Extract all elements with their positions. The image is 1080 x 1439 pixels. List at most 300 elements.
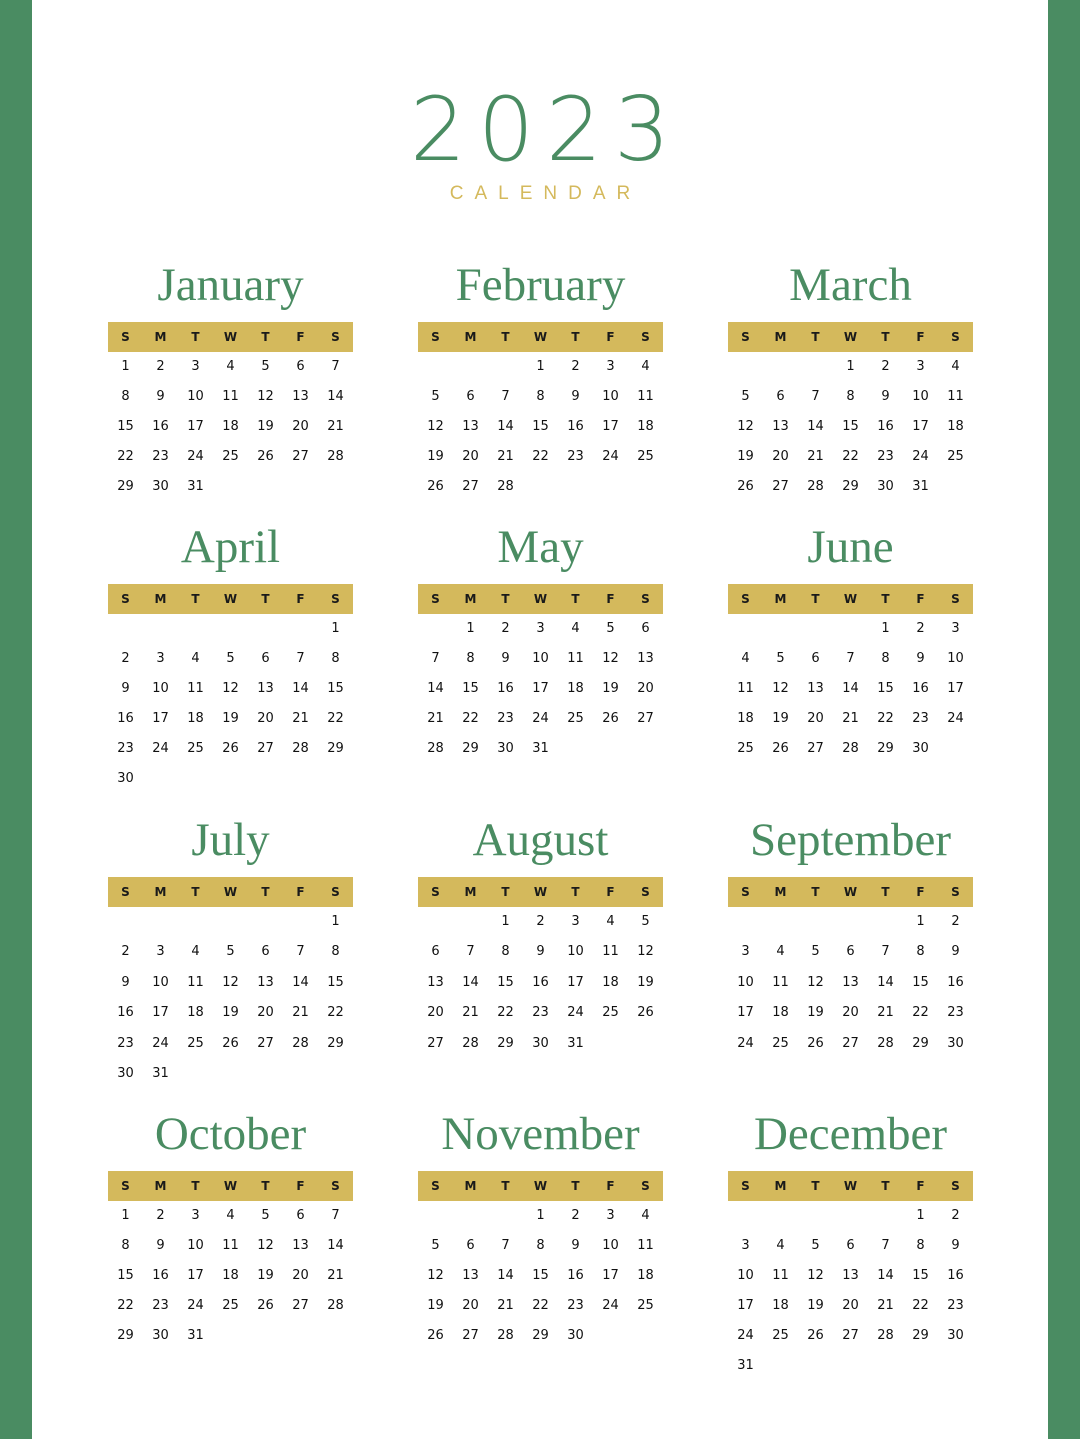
day-cell: 27	[462, 1328, 479, 1343]
weekday-label: F	[916, 885, 925, 899]
weekday-label: T	[811, 592, 820, 606]
day-cell: 15	[842, 419, 859, 434]
weekday-label: T	[811, 885, 820, 899]
weekday-header	[418, 877, 663, 907]
weekday-label: F	[916, 592, 925, 606]
day-cell: 3	[741, 1238, 750, 1253]
weekday-label: F	[606, 592, 615, 606]
day-cell: 16	[567, 1268, 584, 1283]
day-cell: 10	[602, 1238, 619, 1253]
day-cell: 27	[257, 1035, 274, 1051]
day-cell: 12	[427, 1268, 444, 1283]
day-cell: 8	[121, 389, 130, 404]
day-cell: 5	[776, 651, 785, 666]
month-name: July	[191, 814, 270, 866]
weekday-label: W	[843, 885, 858, 899]
day-cell: 4	[741, 651, 750, 666]
day-cell: 15	[497, 974, 514, 990]
day-cell: 14	[877, 974, 894, 990]
day-cell: 22	[327, 1005, 344, 1021]
day-cell: 4	[776, 1238, 785, 1253]
weekday-label: S	[741, 1179, 750, 1193]
day-cell: 11	[567, 651, 584, 666]
weekday-header	[108, 584, 353, 614]
day-cell: 21	[497, 1298, 514, 1313]
day-cell: 17	[602, 1268, 619, 1283]
weekday-label: T	[261, 592, 270, 606]
day-cell: 16	[947, 974, 964, 990]
weekday-label: T	[881, 592, 890, 606]
weekday-label: S	[331, 330, 340, 344]
weekday-label: S	[121, 885, 130, 899]
weekday-label: T	[501, 885, 510, 899]
day-cell: 26	[427, 479, 444, 494]
day-cell: 18	[772, 1005, 789, 1021]
weekday-label: F	[606, 1179, 615, 1193]
day-cell: 5	[431, 1238, 440, 1253]
weekday-label: T	[261, 885, 270, 899]
day-cell: 10	[912, 389, 929, 404]
day-cell: 18	[637, 419, 654, 434]
day-cell: 21	[327, 419, 344, 434]
weekday-label: S	[431, 1179, 440, 1193]
day-cell: 13	[462, 1268, 479, 1283]
weekday-label: T	[191, 330, 200, 344]
day-cell: 8	[466, 651, 475, 666]
day-cell: 1	[331, 914, 340, 929]
month-name: October	[154, 1108, 307, 1160]
day-cell: 4	[226, 359, 235, 374]
weekday-label: M	[774, 1179, 787, 1193]
day-cell: 18	[947, 419, 964, 434]
weekday-label: T	[191, 1179, 200, 1193]
weekday-label: T	[261, 1179, 270, 1193]
day-cell: 9	[951, 1238, 960, 1253]
day-cell: 16	[567, 419, 584, 434]
day-cell: 23	[152, 449, 169, 464]
day-cell: 11	[737, 681, 754, 696]
day-cell: 9	[881, 389, 890, 404]
day-cell: 25	[602, 1005, 619, 1021]
month-name: December	[753, 1108, 948, 1160]
day-cell: 29	[462, 741, 479, 756]
weekday-label: S	[641, 1179, 650, 1193]
day-cell: 29	[327, 1035, 344, 1051]
day-cell: 12	[222, 974, 239, 990]
day-cell: 25	[187, 1035, 204, 1051]
day-cell: 27	[292, 1298, 309, 1313]
day-cell: 1	[501, 914, 510, 929]
day-cell: 23	[532, 1005, 549, 1021]
weekday-label: M	[154, 592, 167, 606]
weekday-label: T	[881, 885, 890, 899]
day-cell: 8	[501, 944, 510, 960]
day-cell: 16	[532, 974, 549, 990]
day-cell: 9	[916, 651, 925, 666]
day-cell: 26	[807, 1035, 824, 1051]
day-cell: 12	[737, 419, 754, 434]
day-cell: 20	[257, 1005, 274, 1021]
day-cell: 21	[292, 1005, 309, 1021]
day-cell: 20	[807, 711, 824, 726]
day-cell: 18	[602, 974, 619, 990]
day-cell: 10	[602, 389, 619, 404]
day-cell: 29	[117, 479, 134, 494]
day-cell: 4	[191, 651, 200, 666]
day-cell: 26	[637, 1005, 654, 1021]
day-cell: 3	[191, 359, 200, 374]
weekday-label: T	[501, 1179, 510, 1193]
day-cell: 11	[222, 1238, 239, 1253]
day-cell: 30	[532, 1035, 549, 1051]
day-cell: 14	[292, 681, 309, 696]
day-cell: 2	[156, 359, 165, 374]
day-cell: 22	[117, 1298, 134, 1313]
day-cell: 31	[567, 1035, 584, 1051]
day-cell: 30	[912, 741, 929, 756]
weekday-label: W	[223, 1179, 238, 1193]
day-cell: 24	[187, 449, 204, 464]
day-cell: 5	[261, 359, 270, 374]
weekday-label: T	[191, 885, 200, 899]
weekday-header	[728, 877, 973, 907]
day-cell: 27	[842, 1328, 859, 1343]
day-cell: 25	[772, 1328, 789, 1343]
day-cell: 17	[532, 681, 549, 696]
day-cell: 28	[462, 1035, 479, 1051]
day-cell: 18	[567, 681, 584, 696]
day-cell: 6	[641, 621, 650, 636]
weekday-label: S	[431, 592, 440, 606]
day-cell: 28	[327, 1298, 344, 1313]
weekday-label: T	[571, 592, 580, 606]
day-cell: 9	[536, 944, 545, 960]
day-cell: 13	[807, 681, 824, 696]
day-cell: 30	[497, 741, 514, 756]
day-cell: 31	[737, 1358, 754, 1373]
day-cell: 23	[567, 449, 584, 464]
weekday-label: S	[331, 1179, 340, 1193]
day-cell: 16	[877, 419, 894, 434]
day-cell: 17	[737, 1298, 754, 1313]
day-cell: 29	[912, 1328, 929, 1343]
day-cell: 8	[331, 651, 340, 666]
day-cell: 12	[772, 681, 789, 696]
day-cell: 20	[462, 449, 479, 464]
day-cell: 29	[327, 741, 344, 756]
day-cell: 10	[947, 651, 964, 666]
day-cell: 10	[187, 389, 204, 404]
day-cell: 6	[261, 944, 270, 960]
day-cell: 22	[327, 711, 344, 726]
day-cell: 9	[951, 944, 960, 960]
day-cell: 13	[292, 389, 309, 404]
day-cell: 3	[741, 944, 750, 960]
weekday-label: S	[741, 330, 750, 344]
day-cell: 20	[257, 711, 274, 726]
day-cell: 27	[772, 479, 789, 494]
day-cell: 27	[292, 449, 309, 464]
year-title: 2023	[410, 78, 682, 181]
weekday-label: S	[951, 592, 960, 606]
weekday-label: F	[296, 1179, 305, 1193]
day-cell: 16	[117, 1005, 134, 1021]
day-cell: 20	[292, 1268, 309, 1283]
day-cell: 25	[947, 449, 964, 464]
weekday-label: S	[641, 592, 650, 606]
day-cell: 12	[257, 389, 274, 404]
day-cell: 16	[947, 1268, 964, 1283]
day-cell: 14	[497, 419, 514, 434]
day-cell: 11	[222, 389, 239, 404]
month-name: September	[750, 814, 951, 866]
weekday-label: T	[811, 1179, 820, 1193]
day-cell: 6	[776, 389, 785, 404]
day-cell: 12	[807, 974, 824, 990]
weekday-label: S	[951, 1179, 960, 1193]
day-cell: 25	[222, 1298, 239, 1313]
day-cell: 26	[257, 449, 274, 464]
weekday-label: S	[331, 592, 340, 606]
day-cell: 21	[427, 711, 444, 726]
day-cell: 13	[842, 974, 859, 990]
day-cell: 22	[912, 1005, 929, 1021]
day-cell: 3	[156, 944, 165, 960]
month-name: May	[497, 521, 584, 573]
day-cell: 17	[947, 681, 964, 696]
day-cell: 24	[152, 1035, 169, 1051]
day-cell: 22	[117, 449, 134, 464]
weekday-label: F	[916, 1179, 925, 1193]
weekday-label: T	[571, 1179, 580, 1193]
day-cell: 30	[877, 479, 894, 494]
day-cell: 6	[846, 944, 855, 960]
weekday-label: S	[121, 1179, 130, 1193]
day-cell: 22	[912, 1298, 929, 1313]
day-cell: 12	[427, 419, 444, 434]
day-cell: 18	[222, 419, 239, 434]
day-cell: 18	[637, 1268, 654, 1283]
day-cell: 7	[466, 944, 475, 960]
day-cell: 17	[912, 419, 929, 434]
day-cell: 3	[606, 1208, 615, 1223]
weekday-label: T	[191, 592, 200, 606]
day-cell: 17	[152, 1005, 169, 1021]
day-cell: 28	[427, 741, 444, 756]
day-cell: 30	[117, 1066, 134, 1081]
day-cell: 3	[951, 621, 960, 636]
day-cell: 19	[637, 974, 654, 990]
weekday-label: T	[571, 330, 580, 344]
weekday-label: M	[154, 330, 167, 344]
day-cell: 2	[881, 359, 890, 374]
day-cell: 9	[156, 1238, 165, 1253]
day-cell: 9	[571, 1238, 580, 1253]
weekday-label: S	[741, 885, 750, 899]
day-cell: 26	[222, 1035, 239, 1051]
day-cell: 1	[536, 1208, 545, 1223]
day-cell: 14	[327, 389, 344, 404]
day-cell: 17	[152, 711, 169, 726]
day-cell: 6	[296, 359, 305, 374]
day-cell: 12	[602, 651, 619, 666]
weekday-header	[728, 322, 973, 352]
month-name: January	[157, 259, 304, 311]
day-cell: 1	[121, 1208, 130, 1223]
weekday-label: F	[606, 330, 615, 344]
day-cell: 23	[567, 1298, 584, 1313]
day-cell: 30	[947, 1035, 964, 1051]
weekday-label: S	[741, 592, 750, 606]
day-cell: 3	[536, 621, 545, 636]
day-cell: 19	[737, 449, 754, 464]
day-cell: 5	[431, 389, 440, 404]
day-cell: 28	[292, 741, 309, 756]
day-cell: 15	[912, 1268, 929, 1283]
day-cell: 26	[807, 1328, 824, 1343]
weekday-label: W	[843, 1179, 858, 1193]
day-cell: 14	[842, 681, 859, 696]
day-cell: 19	[222, 711, 239, 726]
day-cell: 9	[501, 651, 510, 666]
day-cell: 28	[877, 1328, 894, 1343]
day-cell: 10	[737, 1268, 754, 1283]
day-cell: 6	[466, 389, 475, 404]
day-cell: 9	[571, 389, 580, 404]
day-cell: 4	[951, 359, 960, 374]
day-cell: 24	[947, 711, 964, 726]
day-cell: 3	[916, 359, 925, 374]
day-cell: 27	[842, 1035, 859, 1051]
day-cell: 30	[947, 1328, 964, 1343]
day-cell: 26	[222, 741, 239, 756]
day-cell: 1	[846, 359, 855, 374]
day-cell: 25	[637, 449, 654, 464]
weekday-label: W	[223, 330, 238, 344]
day-cell: 13	[462, 419, 479, 434]
day-cell: 27	[637, 711, 654, 726]
day-cell: 25	[222, 449, 239, 464]
day-cell: 31	[187, 1328, 204, 1343]
day-cell: 8	[916, 1238, 925, 1253]
day-cell: 19	[807, 1298, 824, 1313]
day-cell: 11	[772, 1268, 789, 1283]
day-cell: 4	[571, 621, 580, 636]
day-cell: 20	[637, 681, 654, 696]
day-cell: 5	[811, 1238, 820, 1253]
weekday-header	[108, 1171, 353, 1201]
day-cell: 16	[152, 1268, 169, 1283]
day-cell: 15	[327, 681, 344, 696]
day-cell: 12	[222, 681, 239, 696]
day-cell: 7	[296, 651, 305, 666]
day-cell: 15	[462, 681, 479, 696]
day-cell: 31	[912, 479, 929, 494]
weekday-label: M	[464, 330, 477, 344]
weekday-label: M	[774, 592, 787, 606]
day-cell: 20	[462, 1298, 479, 1313]
day-cell: 17	[602, 419, 619, 434]
day-cell: 26	[257, 1298, 274, 1313]
day-cell: 10	[152, 974, 169, 990]
weekday-label: M	[154, 1179, 167, 1193]
weekday-label: W	[843, 330, 858, 344]
month-name: August	[472, 814, 609, 866]
day-cell: 14	[877, 1268, 894, 1283]
weekday-header	[418, 584, 663, 614]
day-cell: 24	[602, 1298, 619, 1313]
day-cell: 23	[152, 1298, 169, 1313]
day-cell: 22	[532, 449, 549, 464]
day-cell: 29	[117, 1328, 134, 1343]
day-cell: 14	[462, 974, 479, 990]
day-cell: 27	[427, 1035, 444, 1051]
day-cell: 2	[571, 359, 580, 374]
weekday-label: F	[296, 592, 305, 606]
day-cell: 30	[152, 1328, 169, 1343]
day-cell: 15	[532, 419, 549, 434]
day-cell: 2	[536, 914, 545, 929]
day-cell: 20	[842, 1005, 859, 1021]
day-cell: 25	[637, 1298, 654, 1313]
day-cell: 4	[191, 944, 200, 960]
day-cell: 15	[117, 1268, 134, 1283]
day-cell: 9	[121, 681, 130, 696]
day-cell: 6	[296, 1208, 305, 1223]
day-cell: 19	[807, 1005, 824, 1021]
day-cell: 28	[497, 479, 514, 494]
day-cell: 30	[117, 771, 134, 786]
weekday-label: W	[223, 592, 238, 606]
day-cell: 3	[571, 914, 580, 929]
day-cell: 19	[222, 1005, 239, 1021]
day-cell: 28	[877, 1035, 894, 1051]
day-cell: 28	[497, 1328, 514, 1343]
day-cell: 7	[431, 651, 440, 666]
day-cell: 21	[462, 1005, 479, 1021]
weekday-label: T	[881, 330, 890, 344]
day-cell: 22	[462, 711, 479, 726]
day-cell: 6	[846, 1238, 855, 1253]
day-cell: 26	[602, 711, 619, 726]
day-cell: 4	[226, 1208, 235, 1223]
day-cell: 8	[916, 944, 925, 960]
day-cell: 1	[536, 359, 545, 374]
day-cell: 18	[737, 711, 754, 726]
day-cell: 26	[737, 479, 754, 494]
day-cell: 22	[532, 1298, 549, 1313]
day-cell: 10	[152, 681, 169, 696]
day-cell: 31	[532, 741, 549, 756]
day-cell: 5	[741, 389, 750, 404]
day-cell: 19	[772, 711, 789, 726]
day-cell: 7	[501, 1238, 510, 1253]
day-cell: 4	[606, 914, 615, 929]
weekday-label: F	[606, 885, 615, 899]
weekday-label: M	[774, 885, 787, 899]
day-cell: 13	[292, 1238, 309, 1253]
day-cell: 8	[536, 389, 545, 404]
weekday-label: W	[533, 1179, 548, 1193]
day-cell: 21	[842, 711, 859, 726]
day-cell: 15	[117, 419, 134, 434]
day-cell: 9	[121, 974, 130, 990]
day-cell: 2	[156, 1208, 165, 1223]
day-cell: 5	[811, 944, 820, 960]
day-cell: 17	[737, 1005, 754, 1021]
day-cell: 13	[427, 974, 444, 990]
day-cell: 29	[912, 1035, 929, 1051]
